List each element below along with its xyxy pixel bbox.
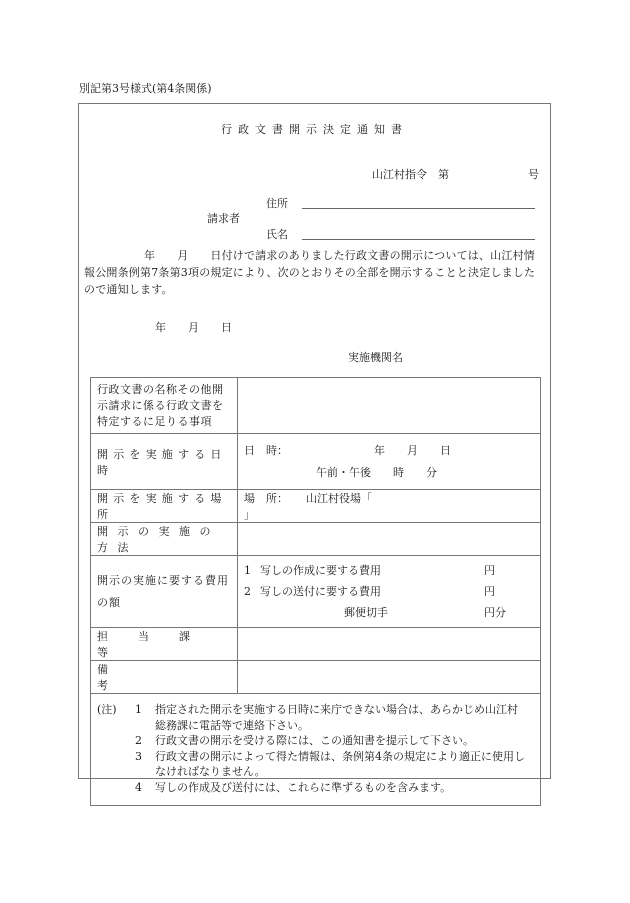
agency-label: 実施機関名 — [348, 351, 403, 364]
row-label-cost: 開示の実施に要する費用の額 — [91, 556, 238, 628]
table-row — [91, 523, 541, 556]
row-label-remarks — [91, 661, 238, 694]
issue-month: 月 — [188, 321, 199, 334]
cost-text: 写しの送付に要する費用 — [260, 585, 381, 598]
cost-num: 2 — [244, 585, 251, 598]
place-name: 山江村役場「 — [306, 492, 372, 505]
cost-unit: 円分 — [484, 606, 506, 619]
datetime-label: 開示を実施する日時 — [97, 447, 227, 477]
row-value-document[interactable] — [238, 378, 541, 434]
cost-text: 写しの作成に要する費用 — [260, 564, 381, 577]
place-prefix: 場 所： — [244, 492, 288, 505]
cost-item — [244, 581, 534, 602]
datetime-ampm: 午前・午後 — [316, 465, 371, 479]
note-cont: 総務課に電話等で連絡下さい。 — [155, 718, 309, 732]
address-label: 住所 — [266, 197, 288, 210]
issue-year: 年 — [155, 321, 166, 334]
note-text: 行政文書の開示を受ける際には、この通知書を提示して下さい。 — [155, 734, 474, 747]
document-title: 行政文書開示決定通知書 — [221, 123, 408, 136]
cost-unit: 円 — [484, 564, 495, 577]
row-label-place — [91, 490, 238, 523]
row-label-datetime — [91, 434, 238, 490]
table-row — [91, 628, 541, 661]
doc-number-suffix: 号 — [528, 168, 539, 181]
row-value-method[interactable] — [238, 523, 541, 556]
address-line[interactable] — [302, 208, 535, 209]
datetime-year: 年 — [374, 443, 385, 457]
disclosure-table — [90, 377, 541, 806]
method-label: 開示の実施の方法 — [97, 525, 220, 554]
notes-head: (注) — [97, 703, 117, 716]
row-value-remarks[interactable] — [238, 661, 541, 694]
doc-number-prefix: 山江村指令 第 — [372, 168, 449, 181]
notes-cell — [91, 694, 541, 806]
place-label: 開示を実施する場所 — [97, 492, 227, 521]
row-value-cost[interactable] — [238, 556, 541, 628]
datetime-day: 日 — [440, 443, 451, 457]
name-label: 氏名 — [266, 228, 288, 241]
requester-label: 請求者 — [207, 212, 240, 225]
note-text: 写しの作成及び送付には、これらに準ずるものを含みます。 — [155, 780, 452, 794]
body-paragraph — [84, 247, 546, 298]
place-close: 」 — [244, 508, 255, 521]
body-month: 月 — [177, 249, 189, 262]
note-num: 3 — [135, 749, 142, 763]
issue-day: 日 — [221, 321, 232, 334]
table-row — [91, 556, 541, 628]
note-num: 4 — [135, 780, 142, 794]
row-label-method — [91, 523, 238, 556]
row-value-department[interactable] — [238, 628, 541, 661]
datetime-hour: 時 — [393, 465, 404, 479]
table-row — [91, 661, 541, 694]
note-cont: なければなりません。 — [155, 765, 266, 778]
cost-num: 1 — [244, 564, 251, 577]
cost-unit: 円 — [484, 585, 495, 598]
document-number — [372, 166, 539, 182]
datetime-prefix: 日 時： — [244, 443, 288, 457]
body-text: 日付けで請求のありました行政文書の開示については、山江村情報公開条例第7条第3項の規定により、次のとおりその全部を開示することと決定しましたので通知します。 — [84, 249, 536, 296]
cost-item — [244, 560, 534, 581]
row-label-department — [91, 628, 238, 661]
table-row-notes — [91, 694, 541, 806]
remarks-label: 備考 — [97, 663, 208, 692]
cost-text: 郵便切手 — [344, 606, 388, 619]
form-reference: 別記第3号様式(第4条関係) — [79, 82, 212, 95]
row-value-datetime[interactable] — [238, 434, 541, 490]
row-label-document: 行政文書の名称その他開示請求に係る行政文書を特定するに足りる事項 — [91, 378, 238, 434]
cost-item — [244, 602, 534, 623]
issue-date — [155, 319, 232, 335]
row-value-place[interactable] — [238, 490, 541, 523]
table-row — [91, 378, 541, 434]
table-row — [91, 490, 541, 523]
cost-num — [244, 602, 260, 623]
datetime-minute: 分 — [426, 465, 437, 479]
note-num: 2 — [135, 734, 142, 747]
note-text: 行政文書の開示によって得た情報は、条例第4条の規定により適正に使用し — [155, 749, 525, 763]
note-num: 1 — [135, 703, 142, 716]
department-label: 担当課等 — [97, 630, 220, 659]
note-text: 指定された開示を実施する日時に来庁できない場合は、あらかじめ山江村 — [155, 703, 518, 716]
name-line[interactable] — [302, 239, 535, 240]
table-row — [91, 434, 541, 490]
body-year: 年 — [144, 249, 156, 262]
datetime-month: 月 — [407, 443, 418, 457]
